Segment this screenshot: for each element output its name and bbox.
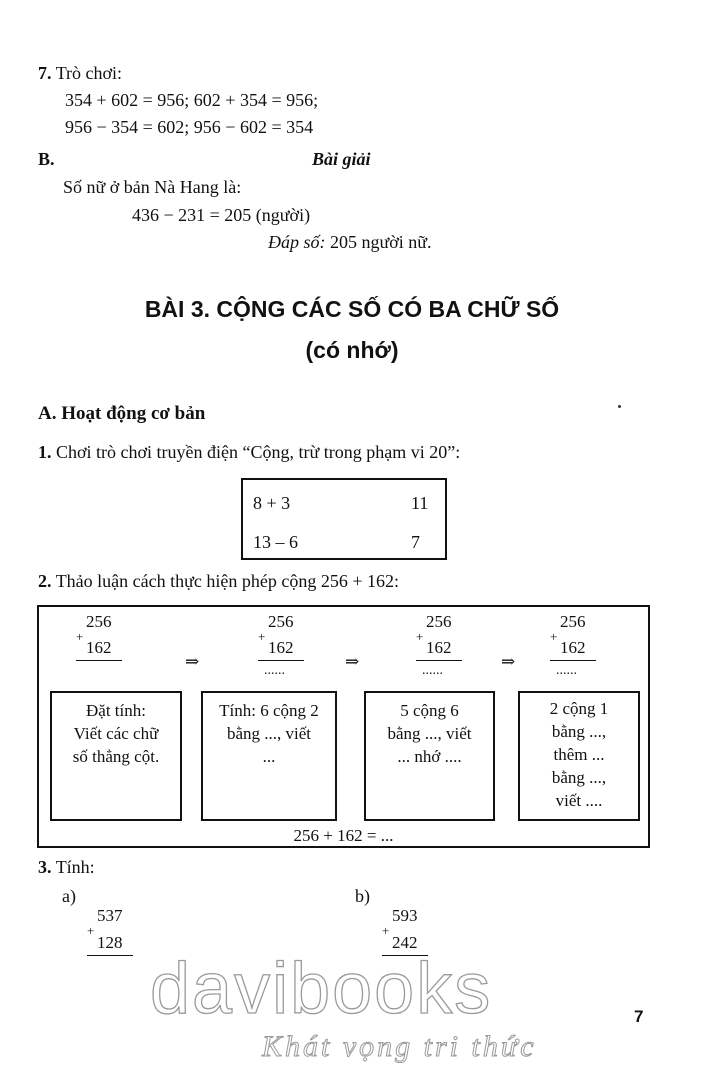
plus-sign: +	[87, 923, 95, 938]
solution-calculation: 436 − 231 = 205 (người)	[132, 205, 311, 225]
lesson-subtitle: (có nhớ)	[305, 337, 399, 363]
plus-sign: +	[258, 629, 266, 644]
exercise-7-line-1: 354 + 602 = 956; 602 + 354 = 956;	[65, 90, 319, 110]
addend-top: 256	[86, 612, 112, 631]
sum-rule	[76, 660, 122, 661]
plus-sign: +	[416, 629, 424, 644]
item-2-instruction: Thảo luận cách thực hiện phép cộng 256 + 162:	[55, 571, 399, 591]
exercise-a-label: a)	[62, 886, 76, 906]
exercise-7-title: Trò chơi:	[55, 63, 123, 83]
solution-answer	[268, 233, 432, 251]
step-text: bằng ...,	[551, 722, 607, 741]
addition-result: 256 + 162 = ...	[293, 826, 394, 845]
sum-rule	[87, 955, 133, 956]
arrow-right-icon: ⇒	[501, 652, 516, 671]
item-3-number: 3.	[38, 857, 52, 877]
game-table	[241, 478, 447, 560]
plus-sign: +	[382, 923, 390, 938]
step-box-3	[364, 691, 495, 821]
addend-top: 537	[97, 906, 123, 925]
addend-bottom: 162	[560, 638, 586, 657]
game-result-2: 7	[411, 532, 420, 552]
step-box-4	[518, 691, 640, 821]
step-text: Tính: 6 cộng 2	[219, 701, 319, 720]
addend-top: 256	[268, 612, 294, 631]
watermark-brand: davibooks	[150, 949, 493, 1029]
step-text: bằng ..., viết	[387, 724, 472, 743]
item-2-text	[38, 572, 399, 590]
item-1-number: 1.	[38, 442, 52, 462]
game-expr-2: 13 – 6	[253, 532, 298, 552]
sum-rule	[258, 660, 304, 661]
step-text: số thẳng cột.	[72, 747, 160, 766]
addend-top: 593	[392, 906, 418, 925]
game-result-1: 11	[411, 493, 429, 513]
step-text: Viết các chữ	[73, 724, 159, 743]
sum-rule	[550, 660, 596, 661]
page-number: 7	[634, 1007, 644, 1026]
exercise-7-heading	[38, 64, 122, 82]
addend-top: 256	[560, 612, 586, 631]
arrow-right-icon: ⇒	[345, 652, 360, 671]
step-text: 2 cộng 1	[549, 699, 609, 718]
sum-placeholder: ......	[264, 663, 285, 678]
addend-bottom: 162	[86, 638, 112, 657]
item-1-instruction: Chơi trò chơi truyền điện “Cộng, trừ trong phạm vi 20”:	[56, 442, 461, 462]
arrow-right-icon: ⇒	[185, 652, 200, 671]
watermark-slogan: Khát vọng tri thức	[262, 1030, 537, 1063]
exercise-7-number: 7.	[38, 63, 52, 83]
answer-value: 205 người nữ.	[330, 232, 432, 252]
sum-placeholder: ......	[422, 663, 443, 678]
addend-bottom: 162	[426, 638, 452, 657]
step-box-1	[50, 691, 182, 821]
addend-bottom: 162	[268, 638, 294, 657]
addend-bottom: 242	[392, 933, 418, 952]
game-expr-1: 8 + 3	[253, 493, 291, 513]
step-text: bằng ..., viết	[226, 724, 312, 743]
step-text: thêm ...	[553, 745, 605, 764]
step-text: Đặt tính:	[86, 701, 146, 720]
print-speck	[618, 405, 621, 408]
sum-rule	[416, 660, 462, 661]
addend-bottom: 128	[97, 933, 123, 952]
step-text: ...	[262, 747, 276, 766]
plus-sign: +	[76, 629, 84, 644]
sum-placeholder: ......	[556, 663, 577, 678]
solution-heading: Bài giải	[312, 149, 371, 169]
solution-statement: Số nữ ở bản Nà Hang là:	[63, 177, 242, 197]
exercise-7-line-2: 956 − 354 = 602; 956 − 602 = 354	[65, 117, 314, 137]
step-text: viết ....	[555, 791, 603, 810]
section-b-label: B.	[38, 149, 55, 169]
addition-steps-frame	[37, 605, 650, 848]
item-3-text	[38, 858, 95, 876]
item-3-instruction: Tính:	[55, 857, 95, 877]
exercise-b-label: b)	[355, 886, 370, 906]
step-text: 5 cộng 6	[400, 701, 459, 720]
lesson-title: BÀI 3. CỘNG CÁC SỐ CÓ BA CHỮ SỐ	[144, 296, 560, 322]
part-a-heading: A. Hoạt động cơ bản	[38, 403, 206, 424]
step-box-2	[201, 691, 337, 821]
step-text: bằng ...,	[551, 768, 607, 787]
plus-sign: +	[550, 629, 558, 644]
answer-label: Đáp số:	[268, 232, 326, 252]
step-text: ... nhớ ....	[397, 747, 462, 766]
item-1-text	[38, 443, 460, 461]
item-2-number: 2.	[38, 571, 52, 591]
addend-top: 256	[426, 612, 452, 631]
